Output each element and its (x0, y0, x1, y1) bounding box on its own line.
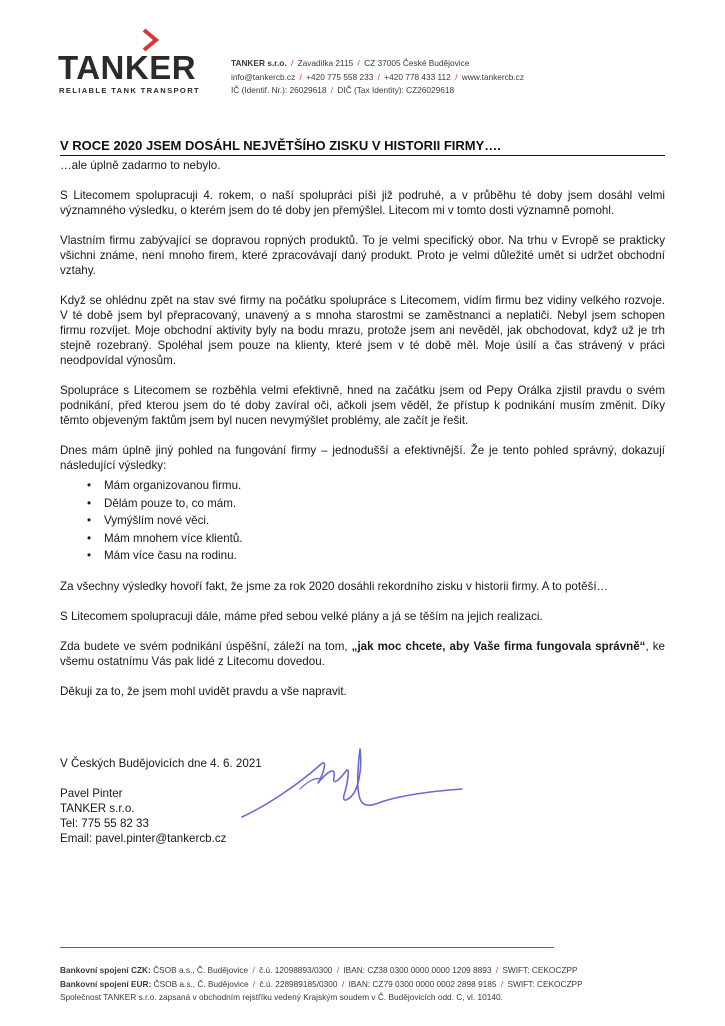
company-info (231, 57, 524, 98)
separator: / (455, 71, 458, 82)
separator: / (330, 85, 334, 95)
company-city: CZ 37005 České Budějovice (364, 58, 470, 68)
closing-text-before: Zda budete ve svém podnikání úspěšní, záleží na tom, (60, 639, 352, 653)
company-ids-line (231, 84, 524, 98)
list-item (60, 495, 665, 513)
bullet-dot: • (87, 549, 92, 563)
footer-divider (60, 947, 554, 948)
paragraph-closing (60, 639, 665, 669)
company-dic: DIČ (Tax Identity): CZ26029618 (337, 85, 455, 95)
paragraph-business: Vlastním firmu zabývající se dopravou ropných produktů. To je velmi specifický obor. Na trhu v Evropě se prakticky všichni známe, není mnoho firem, které zpracovávají daný produkt. Proto je velmi důležité umět si udržet obchodní vztahy. (60, 234, 665, 277)
paragraph-today: Dnes mám úplně jiný pohled na fungování firmy – jednodušší a efektivnější. Že je tento pohled správný, dokazují následující výsledky: (60, 444, 665, 472)
company-phone-2: +420 778 433 112 (384, 71, 451, 82)
paragraph-cooperation: S Litecomem spolupracuji 4. rokem, o naší spolupráci píši již podruhé, a v průběhu té doby jsem dosáhl velmi významného výsledku, o kterém jsem do té doby jen přemýšlel. Litecom mi v tomto dosti významně pomohl. (60, 189, 665, 217)
company-name: TANKER s.r.o. (231, 58, 287, 68)
closing-quote: „jak moc chcete, aby Vaše firma fungovala správně“ (351, 639, 646, 653)
letter-subheading: …ale úplně zadarmo to nebylo. (60, 159, 221, 172)
separator: / (252, 965, 255, 975)
separator: / (252, 978, 256, 989)
separator: / (341, 978, 345, 989)
separator: / (336, 965, 340, 975)
list-item (60, 512, 665, 530)
result-text: Mám organizovanou firmu. (104, 479, 242, 492)
paragraph-past-state: Když se ohlédnu zpět na stav své firmy na počátku spolupráce s Litecomem, vidím firmu bez vidiny velkého rozvoje. V té době jsem byl přepracovaný, unavený a s mnoha starostmi se zaměstnanci a neplatiči. Nebyl jsem schopen firmu rozvíjet. Moje obchodní aktivity byly na bodu mrazu, protože jsem ani nevěděl, jak obchodovat, když už je trh stejně rozebraný. Spoléhal jsem pouze na klienty, které jsem v té době měl. Moje úsilí a čas strávený v práci neodpovídal výnosům. (60, 294, 665, 367)
closing-text-after: , ke všemu ostatnímu Vás pak lidé z Litecomu dovedou. (60, 639, 665, 668)
paragraph-thanks: Děkuji za to, že jsem mohl uvidět pravdu a vše napravit. (60, 684, 347, 698)
signer-phone: Tel: 775 55 82 33 (60, 816, 149, 830)
logo-wordmark: TANKER (58, 49, 197, 86)
czk-account: č.ú. 12098893/0300 (259, 965, 333, 975)
footer-registration: Společnost TANKER s.r.o. zapsaná v obchodním rejstříku vedený Krajským soudem v Č. Budějovicích odd. C, vl. 10140. (60, 992, 503, 1002)
footer-eur-line (60, 978, 583, 992)
separator: / (495, 965, 499, 975)
handwritten-signature (238, 743, 468, 823)
logo-tagline: RELIABLE TANK TRANSPORT (59, 86, 201, 95)
list-item (60, 477, 665, 495)
place-date: V Českých Budějovicích dne 4. 6. 2021 (60, 756, 262, 770)
result-text: Vymýšlím nové věci. (104, 514, 210, 528)
result-text: Dělám pouze to, co mám. (104, 496, 237, 510)
paragraph-facts: Za všechny výsledky hovoří fakt, že jsme za rok 2020 dosáhli rekordního zisku v historii firmy. A to potěší… (60, 579, 609, 593)
result-text: Mám více času na rodinu. (104, 549, 237, 563)
czk-iban: IBAN: CZ38 0300 0000 0000 1209 8893 (343, 965, 492, 975)
eur-bank: ČSOB a.s., Č. Budějovice (153, 978, 249, 989)
separator: / (290, 58, 294, 68)
signer-email: Email: pavel.pinter@tankercb.cz (60, 831, 227, 845)
company-logo (58, 28, 208, 98)
eur-account: č.ú. 228989185/0300 (259, 978, 338, 989)
letter-body (60, 137, 665, 846)
eur-label: Bankovní spojení EUR: (60, 978, 152, 989)
company-email[interactable]: info@tankercb.cz (231, 71, 296, 82)
bullet-dot: • (87, 531, 92, 545)
bullet-dot: • (87, 479, 92, 492)
result-text: Mám mnohem více klientů. (104, 531, 243, 545)
separator: / (500, 978, 504, 989)
footer-czk-line (60, 964, 583, 978)
signer-name: Pavel Pinter (60, 786, 123, 800)
letter-heading: V ROCE 2020 JSEM DOSÁHL NEJVĚTŠÍHO ZISKU V HISTORII FIRMY…. (60, 137, 665, 156)
list-item (60, 547, 665, 565)
czk-label: Bankovní spojení CZK: (60, 965, 151, 975)
footer-bank-info (60, 964, 583, 1005)
signer-company: TANKER s.r.o. (60, 801, 135, 815)
company-contact-line (231, 71, 524, 85)
company-ic: IČ (Identif. Nr.): 26029618 (231, 85, 327, 95)
company-address-line (231, 57, 524, 71)
company-phone-1: +420 775 558 233 (306, 71, 374, 82)
list-item (60, 530, 665, 548)
company-street: Zavadilka 2115 (297, 58, 354, 68)
czk-swift: SWIFT: CEKOCZPP (502, 965, 578, 975)
results-list (60, 477, 665, 565)
separator: / (377, 71, 380, 82)
separator: / (357, 58, 360, 68)
czk-bank: ČSOB a.s., Č. Budějovice (153, 965, 249, 975)
eur-iban: IBAN: CZ79 0300 0000 0002 2898 9185 (348, 978, 497, 989)
bullet-dot: • (87, 514, 92, 528)
paragraph-start-of-cooperation: Spolupráce s Litecomem se rozběhla velmi efektivně, hned na začátku jsem od Pepy Orálka zjistil pravdu o svém podnikání, před kterou jsem do té doby zavíral oči, ačkoli jsem věděl, že přístup k podnikání musím změnit. Díky těmto objeveným faktům jsem byl nucen nevymýšlet problémy, ale začít je řešit. (60, 384, 665, 427)
eur-swift: SWIFT: CEKOCZPP (507, 978, 583, 989)
separator: / (299, 71, 302, 82)
paragraph-future: S Litecomem spolupracuji dále, máme před sebou velké plány a já se těším na jejich realizaci. (60, 609, 543, 623)
company-website[interactable]: www.tankercb.cz (461, 71, 524, 82)
bullet-dot: • (87, 496, 92, 510)
